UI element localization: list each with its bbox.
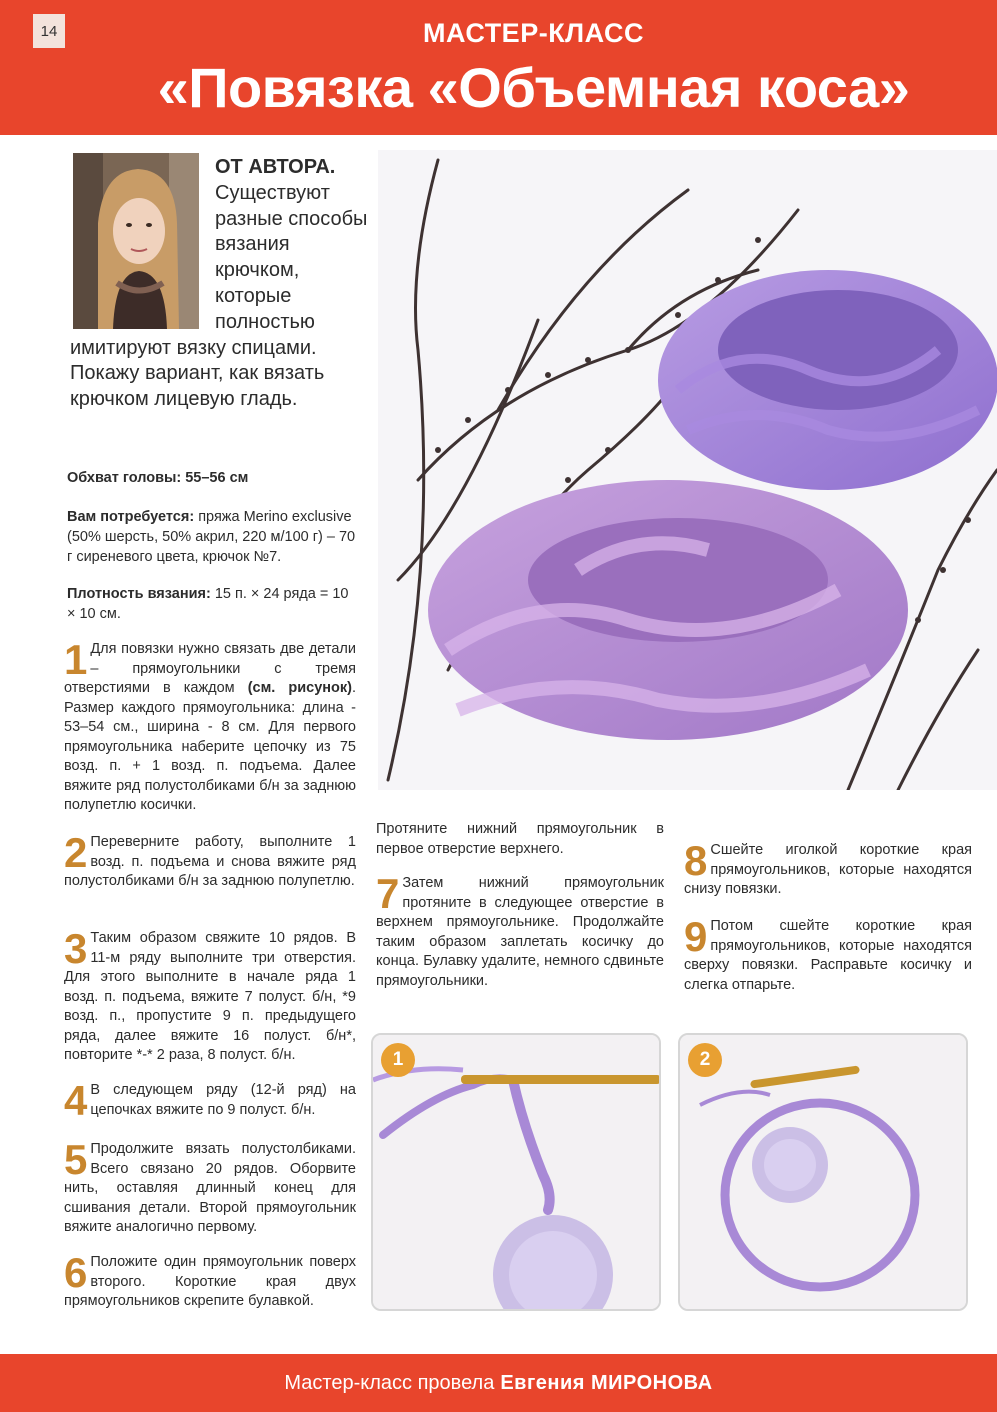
page-title: «Повязка «Объемная коса» (157, 56, 910, 119)
step-6: 6 Положите один прямоугольник поверх второго. Короткие края двух прямоугольников скрепите булавкой. (64, 1249, 356, 1309)
gauge-label: Плотность вязания: (67, 586, 211, 602)
step-2: 2 Переверните работу, выполните 1 возд. п. подъема и снова вяжите ряд полустолбиками б/н за заднюю полупетлю. (64, 829, 356, 889)
section-kicker: МАСТЕР-КЛАСС (423, 18, 644, 48)
step-8: 8 Сшейте иголкой короткие края прямоугольников, которые находятся снизу повязки. (684, 837, 972, 897)
step-photo-2 (678, 1033, 968, 1311)
step-3: 3 Таким образом свяжите 10 рядов. В 11-м ряду выполните три отверстия. Для этого выполните в начале ряда 1 возд. п. подъема, вяжите 7 полуст. б/н, *9 возд. п., пропустите 9 п. предыдущего ряда, далее вяжите 16 полуст. б/н*, повторите *-* 2 раза, 8 полуст. б/н. (64, 925, 356, 1063)
step-7: 7 Затем нижний прямоугольник протяните в следующее отверстие в верхнем прямоугольнике. Продолжайте таким образом заплетать косичку до конца. Булавку удалите, немного сдвиньте прямоугольники. (376, 870, 664, 989)
page-number: 14 (33, 14, 65, 48)
author-heading: ОТ АВТОРА. (215, 156, 336, 178)
step-9: 9 Потом сшейте короткие края прямоугольников, которые находятся сверху повязки. Расправьте косичку и слегка отпарьте. (684, 913, 972, 993)
footer-banner (0, 1354, 997, 1412)
crochet-ring-illustration (680, 1035, 966, 1309)
gauge (67, 584, 359, 624)
headband-photo (378, 150, 997, 790)
materials (67, 507, 359, 567)
braided-headband-illustration (378, 150, 997, 790)
step-number: 3 (64, 925, 88, 972)
photo-badge-1: 1 (381, 1043, 415, 1077)
step-number: 9 (684, 913, 708, 960)
author-note (70, 155, 370, 413)
step-photo-1 (371, 1033, 661, 1311)
step-number: 6 (64, 1249, 88, 1296)
step-4: 4 В следующем ряду (12-й ряд) на цепочках вяжите по 9 полуст. б/н. (64, 1077, 356, 1124)
step-1: 1 Для повязки нужно связать две детали – прямоугольники с тремя отверстиями в каждом (см. рисунок). Размер каждого прямоугольника: длина - 53–54 см., ширина - 8 см. Для первого прямоугольника наберите цепочку из 75 возд. п. + 1 возд. п. подъема. Далее вяжите ряд полустолбиками б/н за заднюю полупетлю косички. (64, 636, 356, 813)
step-number: 1 (64, 636, 88, 683)
materials-text: пряжа Merino exclusive (50% шерсть, 50% акрил, 220 м/100 г) – 70 г сиреневого цвета, крючок №7. (67, 509, 356, 565)
photo-badge-2: 2 (688, 1043, 722, 1077)
author-body: Существуют разные способы вязания крючком, которые полностью имитируют вязку спицами. Покажу вариант, как вязать крючком лицевую гладь. (70, 181, 368, 411)
step-number: 2 (64, 829, 88, 876)
step-number: 8 (684, 837, 708, 884)
gauge-text: 15 п. × 24 ряда = 10 × 10 см. (67, 586, 349, 622)
step-6-continued: Протяните нижний прямоугольник в первое отверстие верхнего. (376, 821, 664, 857)
step-number: 4 (64, 1077, 88, 1124)
step-number: 5 (64, 1136, 88, 1183)
step-number: 7 (376, 870, 400, 917)
crochet-chain-illustration (373, 1035, 659, 1309)
footer-author: Евгения МИРОНОВА (500, 1371, 713, 1394)
head-size: Обхват головы: 55–56 см (67, 470, 249, 486)
step-5: 5 Продолжите вязать полустолбиками. Всего связано 20 рядов. Оборвите нить, оставляя длинный конец для сшивания детали. Второй прямоугольник вяжите аналогично первому. (64, 1136, 356, 1235)
header-banner (0, 0, 997, 135)
footer-prefix: Мастер-класс провела (284, 1371, 495, 1394)
materials-label: Вам потребуется: (67, 509, 195, 525)
